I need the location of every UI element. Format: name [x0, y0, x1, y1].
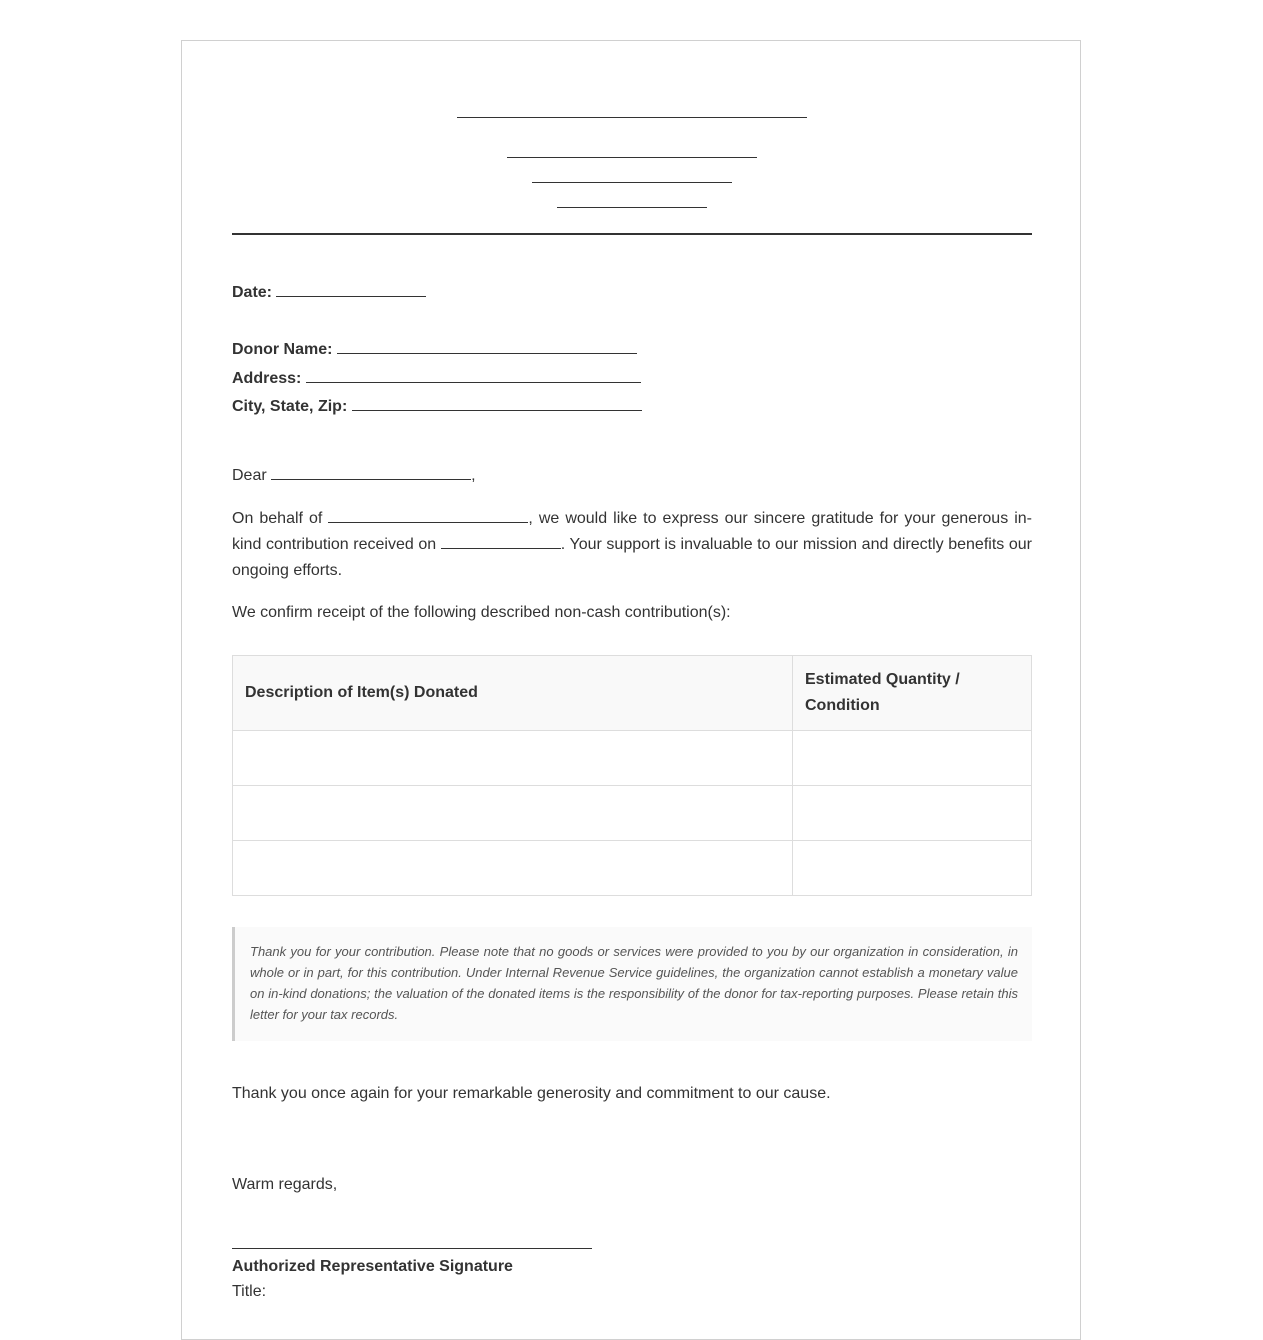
salutation [232, 465, 476, 484]
organization-blank[interactable] [328, 508, 528, 523]
tax-disclaimer: Thank you for your contribution. Please note that no goods or services were provided to you by our organization in consideration, in whole or in part, for this contribution. Under Internal Revenue Service guidelines, the organization cannot establish a monetary value on in-kind donations; the valuation of the donated items is the responsibility of the donor for tax-reporting purposes. Please retain this letter for your tax records. [232, 927, 1032, 1041]
organization-name-line[interactable] [457, 117, 807, 118]
table-row [233, 786, 1032, 841]
gratitude-paragraph [232, 506, 1032, 584]
donor-name-blank[interactable] [337, 339, 637, 354]
gratitude-text-1: On behalf of [232, 510, 323, 527]
receipt-confirmation: We confirm receipt of the following described non-cash contribution(s): [232, 604, 731, 621]
table-row [233, 731, 1032, 786]
address-label: Address: [232, 370, 302, 387]
signature-line[interactable] [232, 1248, 592, 1249]
city-state-zip-label: City, State, Zip: [232, 398, 348, 415]
city-state-zip-row [232, 396, 642, 415]
title-label: Title: [232, 1283, 267, 1300]
gratitude-text-3: . Your support is invaluable to our mission and directly benefits our ongoing efforts. [232, 536, 1033, 579]
table-cell-quantity[interactable] [793, 786, 1032, 841]
gratitude-text-2: , we would like to express our sincere gratitude for your generous in-kind contribution received on [232, 510, 1033, 553]
received-date-blank[interactable] [441, 534, 561, 549]
quantity-condition-header: Estimated Quantity / Condition [793, 656, 1032, 731]
city-state-zip-blank[interactable] [352, 396, 642, 411]
table-row [233, 841, 1032, 896]
date-label: Date: [232, 284, 273, 301]
donor-name-row [232, 339, 637, 358]
table-cell-description[interactable] [233, 841, 793, 896]
organization-city-line[interactable] [532, 182, 732, 183]
donated-items-table [232, 655, 1032, 896]
signoff: Warm regards, [232, 1176, 338, 1193]
table-header-row [233, 656, 1032, 731]
letter-page [181, 40, 1081, 1340]
description-header: Description of Item(s) Donated [233, 656, 793, 731]
table-cell-quantity[interactable] [793, 731, 1032, 786]
donor-name-label: Donor Name: [232, 341, 333, 358]
signature-label: Authorized Representative Signature [232, 1258, 513, 1275]
address-row [232, 368, 641, 387]
table-cell-quantity[interactable] [793, 841, 1032, 896]
date-blank[interactable] [276, 282, 426, 297]
table-cell-description[interactable] [233, 786, 793, 841]
recipient-name-blank[interactable] [271, 465, 471, 480]
address-blank[interactable] [306, 368, 641, 383]
salutation-suffix: , [471, 467, 476, 484]
salutation-prefix: Dear [232, 467, 267, 484]
closing-paragraph: Thank you once again for your remarkable generosity and commitment to our cause. [232, 1085, 831, 1102]
organization-address-line[interactable] [507, 157, 757, 158]
date-row [232, 282, 426, 301]
table-cell-description[interactable] [233, 731, 793, 786]
header-divider [232, 233, 1032, 235]
organization-phone-line[interactable] [557, 207, 707, 208]
